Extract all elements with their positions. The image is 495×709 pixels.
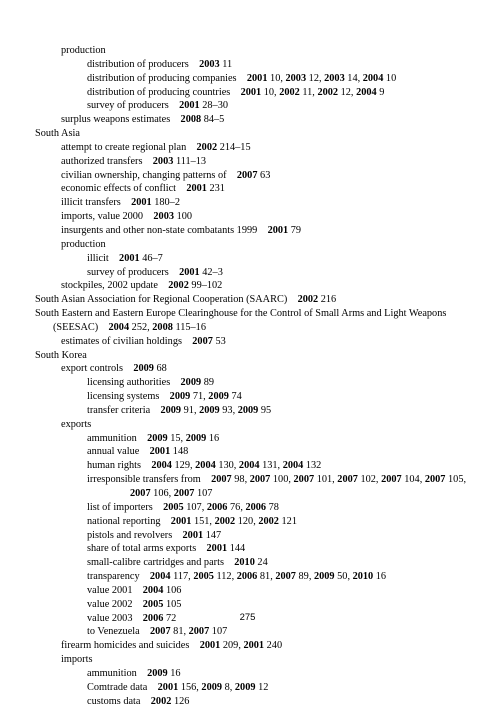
entry-term: export controls [61, 363, 124, 375]
ref-year: 2009 [185, 432, 207, 444]
index-entry [87, 584, 465, 598]
entry-term: list of importers [87, 501, 153, 513]
ref-year: 2007 [424, 474, 446, 486]
entry-refs [169, 100, 228, 111]
entry-term: production [61, 45, 106, 56]
ref-year: 2007 [236, 169, 258, 181]
ref-year: 2004 [195, 460, 216, 472]
ref-year: 2003 [324, 72, 345, 84]
ref-pages: 74 [231, 391, 242, 403]
entry-refs [257, 225, 301, 236]
entry-term: survey of producers [87, 100, 169, 112]
ref-year: 2010 [234, 557, 255, 569]
ref-year: 2009 [237, 404, 259, 416]
ref-pages: 78 [268, 501, 279, 513]
entry-term: licensing authorities [87, 377, 171, 389]
entry-refs: 2009 15, 2009 16 [147, 432, 220, 444]
entry-refs: 2001 10, 2002 11, 2002 12, 2004 9 [240, 86, 385, 98]
ref-pages: 147 [205, 529, 222, 541]
entry-term: transparency [87, 571, 140, 583]
index-entry [87, 58, 465, 72]
ref-pages: 12 [340, 86, 351, 98]
entry-refs: 2001 151, 2002 120, 2002 121 [170, 515, 297, 527]
ref-year: 2004 [149, 571, 171, 583]
entry-term: value 2003 [87, 612, 133, 624]
ref-year: 2004 [151, 460, 172, 472]
ref-year: 2001 [119, 252, 140, 264]
entry-refs: 2004 129, 2004 130, 2004 131, 2004 132 [151, 460, 322, 472]
ref-pages: 12 [308, 72, 319, 84]
entry-refs [227, 170, 271, 181]
ref-pages: 180–2 [154, 197, 180, 209]
ref-pages: 91 [183, 404, 194, 416]
entry-refs: 2005 107, 2006 76, 2006 78 [163, 501, 279, 513]
ref-pages: 8 [224, 681, 230, 693]
ref-year: 2002 [279, 86, 300, 98]
entry-term: pistols and revolvers [87, 529, 173, 541]
ref-year: 2001 [157, 681, 179, 693]
index-entry [87, 681, 465, 695]
ref-pages: 144 [229, 543, 246, 555]
ref-pages: 131 [262, 460, 278, 472]
entry-refs: 2004 252, 2008 115–16 [108, 321, 206, 333]
ref-pages: 231 [209, 183, 225, 195]
entry-term: South Asia [35, 128, 80, 140]
ref-pages: 12 [258, 681, 269, 693]
entry-term: firearm homicides and suicides [61, 640, 190, 652]
ref-year: 2007 [211, 474, 232, 486]
entry-refs [170, 114, 224, 125]
entry-term: national reporting [87, 515, 161, 527]
ref-pages: 10 [385, 72, 397, 84]
index-entry [61, 238, 465, 252]
entry-term: survey of producers [87, 266, 169, 278]
ref-pages: 130 [218, 460, 234, 472]
entry-term: exports [61, 418, 92, 430]
entry-term: estimates of civilian holdings [61, 335, 182, 347]
entry-refs: 2009 71, 2009 74 [169, 391, 242, 403]
ref-year: 2001 [240, 86, 262, 98]
ref-pages: 89 [298, 571, 309, 583]
ref-year: 2003 [153, 211, 174, 223]
ref-year: 2007 [337, 474, 358, 486]
ref-year: 2002 [297, 294, 319, 306]
entry-refs [132, 585, 181, 596]
ref-pages: 81 [259, 571, 271, 583]
ref-pages: 100 [272, 474, 289, 486]
ref-year: 2001 [179, 100, 200, 112]
index-entry [87, 376, 465, 390]
ref-pages: 216 [320, 294, 337, 306]
ref-pages: 99–102 [191, 280, 223, 292]
ref-pages: 105 [448, 474, 464, 486]
ref-year: 2002 [150, 695, 172, 707]
ref-pages: 46–7 [142, 252, 163, 264]
ref-pages: 126 [173, 695, 190, 707]
ref-year: 2001 [186, 183, 207, 195]
entry-refs [142, 156, 206, 167]
ref-pages: 209 [222, 640, 239, 652]
ref-year: 2004 [282, 460, 304, 472]
entry-term: licensing systems [87, 391, 160, 403]
index-entry [61, 44, 465, 58]
entry-term: civilian ownership, changing patterns of [61, 169, 227, 181]
ref-pages: 120 [237, 515, 254, 527]
ref-pages: 84–5 [203, 114, 225, 126]
ref-year: 2006 [236, 571, 258, 583]
entry-term: attempt to create regional plan [61, 141, 187, 153]
ref-pages: 151 [193, 515, 210, 527]
entry-term: production [61, 238, 106, 250]
ref-year: 2010 [352, 571, 374, 583]
ref-pages: 28–30 [202, 100, 228, 112]
ref-year: 2009 [199, 404, 220, 416]
ref-pages: 214–15 [219, 141, 251, 153]
index-entry [61, 141, 465, 155]
entry-term: distribution of producers [87, 58, 189, 70]
entry-term: ammunition [87, 432, 137, 444]
index-entries [35, 44, 465, 709]
ref-year: 2005 [193, 571, 214, 583]
ref-pages: 72 [165, 612, 177, 624]
ref-year: 2002 [196, 141, 218, 153]
ref-year: 2007 [275, 571, 296, 583]
entry-refs [176, 183, 225, 194]
index-entry [61, 362, 465, 376]
entry-refs: 2001 10, 2003 12, 2003 14, 2004 10 [246, 72, 397, 84]
ref-pages: 42–3 [202, 266, 223, 278]
ref-pages: 14 [347, 72, 358, 84]
ref-pages: 111–13 [175, 155, 207, 167]
ref-pages: 10 [270, 72, 281, 84]
entry-refs [169, 267, 223, 278]
index-entry [87, 404, 465, 418]
entry-refs [196, 543, 245, 554]
entry-refs [140, 696, 189, 707]
ref-year: 2009 [133, 363, 154, 375]
ref-year: 2002 [258, 515, 279, 527]
ref-year: 2001 [243, 640, 265, 652]
ref-year: 2007 [150, 626, 171, 638]
entry-refs [132, 599, 181, 610]
ref-pages: 24 [257, 557, 268, 569]
index-entry [87, 266, 465, 280]
index-entry [61, 224, 465, 238]
ref-pages: 93 [222, 404, 233, 416]
ref-pages: 104 [404, 474, 420, 486]
index-entry [87, 252, 465, 266]
ref-year: 2008 [152, 321, 173, 333]
entry-refs [143, 211, 192, 222]
ref-pages: 129 [174, 460, 190, 472]
index-entry [87, 86, 465, 100]
entry-term: distribution of producing companies [87, 72, 237, 84]
ref-pages: 81 [173, 626, 184, 638]
ref-year: 2003 [199, 58, 220, 70]
ref-pages: 11 [222, 58, 233, 70]
entry-term: customs data [87, 695, 141, 707]
ref-year: 2001 [179, 266, 200, 278]
ref-year: 2003 [285, 72, 307, 84]
ref-year: 2009 [147, 667, 168, 679]
entry-term: South Eastern and Eastern Europe Clearinghouse for the Control of Small Arms and Light Weapons (SEESAC) [35, 308, 447, 333]
ref-pages: 102 [360, 474, 376, 486]
ref-pages: 117 [173, 571, 189, 583]
ref-pages: 63 [260, 169, 271, 181]
entry-term: value 2001 [87, 584, 133, 596]
ref-year: 2007 [293, 474, 315, 486]
ref-year: 2004 [108, 321, 130, 333]
ref-pages: 107 [211, 626, 228, 638]
ref-year: 2009 [169, 391, 191, 403]
ref-year: 2001 [131, 197, 152, 209]
ref-year: 2007 [381, 474, 402, 486]
ref-year: 2009 [201, 681, 223, 693]
ref-pages: 16 [170, 667, 181, 679]
entry-refs [172, 530, 221, 541]
index-entry [87, 667, 465, 681]
entry-term: illicit transfers [61, 197, 121, 209]
ref-year: 2004 [356, 86, 377, 98]
entry-refs [186, 142, 250, 153]
ref-pages: 9 [379, 86, 385, 98]
index-entry [61, 653, 465, 667]
ref-pages: 101 [316, 474, 333, 486]
ref-pages: 98 [234, 474, 245, 486]
ref-pages: 106 [153, 488, 169, 499]
index-entry [35, 349, 465, 363]
index-entry [61, 418, 465, 432]
index-entry [87, 99, 465, 113]
entry-refs [182, 336, 226, 347]
ref-pages: 15 [170, 432, 181, 444]
entry-term: transfer criteria [87, 404, 151, 416]
entry-term: human rights [87, 460, 142, 472]
ref-pages: 68 [156, 363, 167, 375]
ref-year: 2009 [147, 432, 168, 444]
index-entry [87, 445, 465, 459]
entry-term: insurgents and other non-state combatants 1999 [61, 224, 258, 236]
entry-term: authorized transfers [61, 155, 143, 167]
ref-pages: 148 [172, 446, 189, 458]
ref-year: 2007 [130, 488, 151, 499]
entry-term: small-calibre cartridges and parts [87, 557, 224, 569]
index-entry [87, 515, 465, 529]
index-entry [61, 639, 465, 653]
ref-pages: 76 [230, 501, 241, 513]
ref-year: 2007 [188, 626, 210, 638]
index-entry [61, 169, 465, 183]
entry-refs-continued: 2007 106, 2007 107 [130, 488, 213, 499]
ref-year: 2002 [214, 515, 236, 527]
index-entry [61, 155, 465, 169]
ref-year: 2009 [208, 391, 229, 403]
entry-term: stockpiles, 2002 update [61, 280, 158, 292]
entry-term: to Venezuela [87, 626, 140, 638]
index-entry [87, 459, 465, 473]
ref-year: 2006 [206, 501, 228, 513]
ref-pages: 115–16 [175, 321, 206, 333]
ref-pages: 10 [263, 86, 275, 98]
page-number: 275 [239, 612, 256, 623]
entry-refs [109, 253, 163, 264]
ref-year: 2006 [245, 501, 267, 513]
ref-pages: 50 [337, 571, 348, 583]
ref-pages: 156 [180, 681, 197, 693]
ref-year: 2005 [142, 598, 164, 610]
ref-year: 2009 [160, 404, 182, 416]
index-entry [61, 335, 465, 349]
entry-refs: 2007 81, 2007 107 [150, 626, 228, 638]
ref-year: 2001 [267, 224, 289, 236]
entry-refs [158, 280, 222, 291]
entry-refs [224, 557, 268, 568]
ref-year: 2001 [182, 529, 204, 541]
index-entry [61, 113, 465, 127]
ref-pages: 100 [176, 211, 193, 223]
ref-pages: 105 [165, 598, 182, 610]
entry-refs: 2001 156, 2009 8, 2009 12 [157, 681, 269, 693]
entry-refs [170, 377, 214, 388]
index-entry [61, 279, 465, 293]
ref-year: 2004 [238, 460, 260, 472]
index-entry [87, 570, 465, 584]
index-entry [87, 473, 465, 487]
ref-year: 2003 [152, 155, 174, 167]
ref-pages: 240 [266, 640, 283, 652]
ref-year: 2006 [142, 612, 164, 624]
ref-pages: 16 [375, 571, 387, 583]
entry-refs: 2001 209, 2001 240 [199, 640, 283, 652]
ref-pages: 132 [305, 460, 322, 472]
ref-pages: 89 [203, 377, 214, 389]
index-entry [35, 307, 465, 335]
ref-year: 2001 [246, 72, 268, 84]
ref-pages: 106 [165, 584, 182, 596]
ref-pages: 107 [186, 501, 202, 513]
entry-term: irresponsible transfers from [87, 474, 201, 486]
index-entry [87, 556, 465, 570]
ref-pages: 71 [192, 391, 204, 403]
ref-year: 2001 [206, 543, 228, 555]
entry-refs: 2009 91, 2009 93, 2009 95 [160, 404, 272, 416]
entry-term: surplus weapons estimates [61, 114, 171, 126]
index-entry [87, 625, 465, 639]
ref-year: 2007 [249, 474, 271, 486]
entry-refs [137, 668, 181, 679]
entry-refs: 2007 98, 2007 100, 2007 101, 2007 102, 2007 104, 2007 105, [211, 474, 467, 486]
ref-year: 2009 [180, 377, 202, 389]
index-entry [87, 501, 465, 515]
index-entry [35, 293, 465, 307]
entry-term: distribution of producing countries [87, 86, 231, 98]
ref-year: 2007 [192, 335, 213, 347]
index-entry [35, 127, 465, 141]
entry-refs [139, 446, 188, 457]
entry-term: annual value [87, 446, 140, 458]
ref-pages: 121 [281, 515, 297, 527]
index-entry [87, 598, 465, 612]
ref-pages: 252 [131, 321, 148, 333]
index-entry [87, 72, 465, 86]
index-entry [87, 542, 465, 556]
entry-refs [189, 59, 232, 70]
entry-term: illicit [87, 252, 109, 264]
ref-pages: 79 [290, 224, 302, 236]
index-entry [87, 432, 465, 446]
index-entry [87, 390, 465, 404]
entry-refs: 2004 117, 2005 112, 2006 81, 2007 89, 2009 50, 2010 16 [149, 571, 387, 583]
ref-year: 2001 [199, 640, 221, 652]
entry-term: economic effects of conflict [61, 183, 177, 195]
ref-year: 2005 [163, 501, 184, 513]
ref-year: 2001 [170, 515, 192, 527]
ref-year: 2008 [180, 114, 202, 126]
ref-pages: 95 [260, 404, 272, 416]
entry-term: imports, value 2000 [61, 211, 144, 223]
entry-term: South Korea [35, 349, 87, 361]
ref-pages: 53 [215, 335, 226, 347]
ref-pages: 107 [196, 488, 213, 499]
entry-term: Comtrade data [87, 681, 148, 693]
ref-year: 2004 [362, 72, 384, 84]
entry-term: share of total arms exports [87, 543, 197, 555]
ref-pages: 112 [216, 571, 232, 583]
entry-refs [121, 197, 180, 208]
entry-term: ammunition [87, 667, 137, 679]
index-entry [87, 529, 465, 543]
ref-pages: 16 [208, 432, 220, 444]
ref-year: 2007 [173, 488, 195, 499]
entry-term: South Asian Association for Regional Cooperation (SAARC) [35, 294, 288, 306]
index-entry [61, 210, 465, 224]
index-entry [61, 196, 465, 210]
entry-refs [287, 294, 336, 305]
index-entry [87, 695, 465, 709]
ref-year: 2009 [313, 571, 335, 583]
ref-year: 2002 [317, 86, 339, 98]
ref-year: 2009 [234, 681, 256, 693]
ref-year: 2001 [149, 446, 171, 458]
ref-pages: 11 [302, 86, 313, 98]
ref-year: 2004 [142, 584, 164, 596]
entry-refs [123, 363, 167, 374]
ref-year: 2002 [168, 280, 189, 292]
index-entry [61, 182, 465, 196]
entry-term: value 2002 [87, 598, 133, 610]
entry-term: imports [61, 654, 93, 666]
